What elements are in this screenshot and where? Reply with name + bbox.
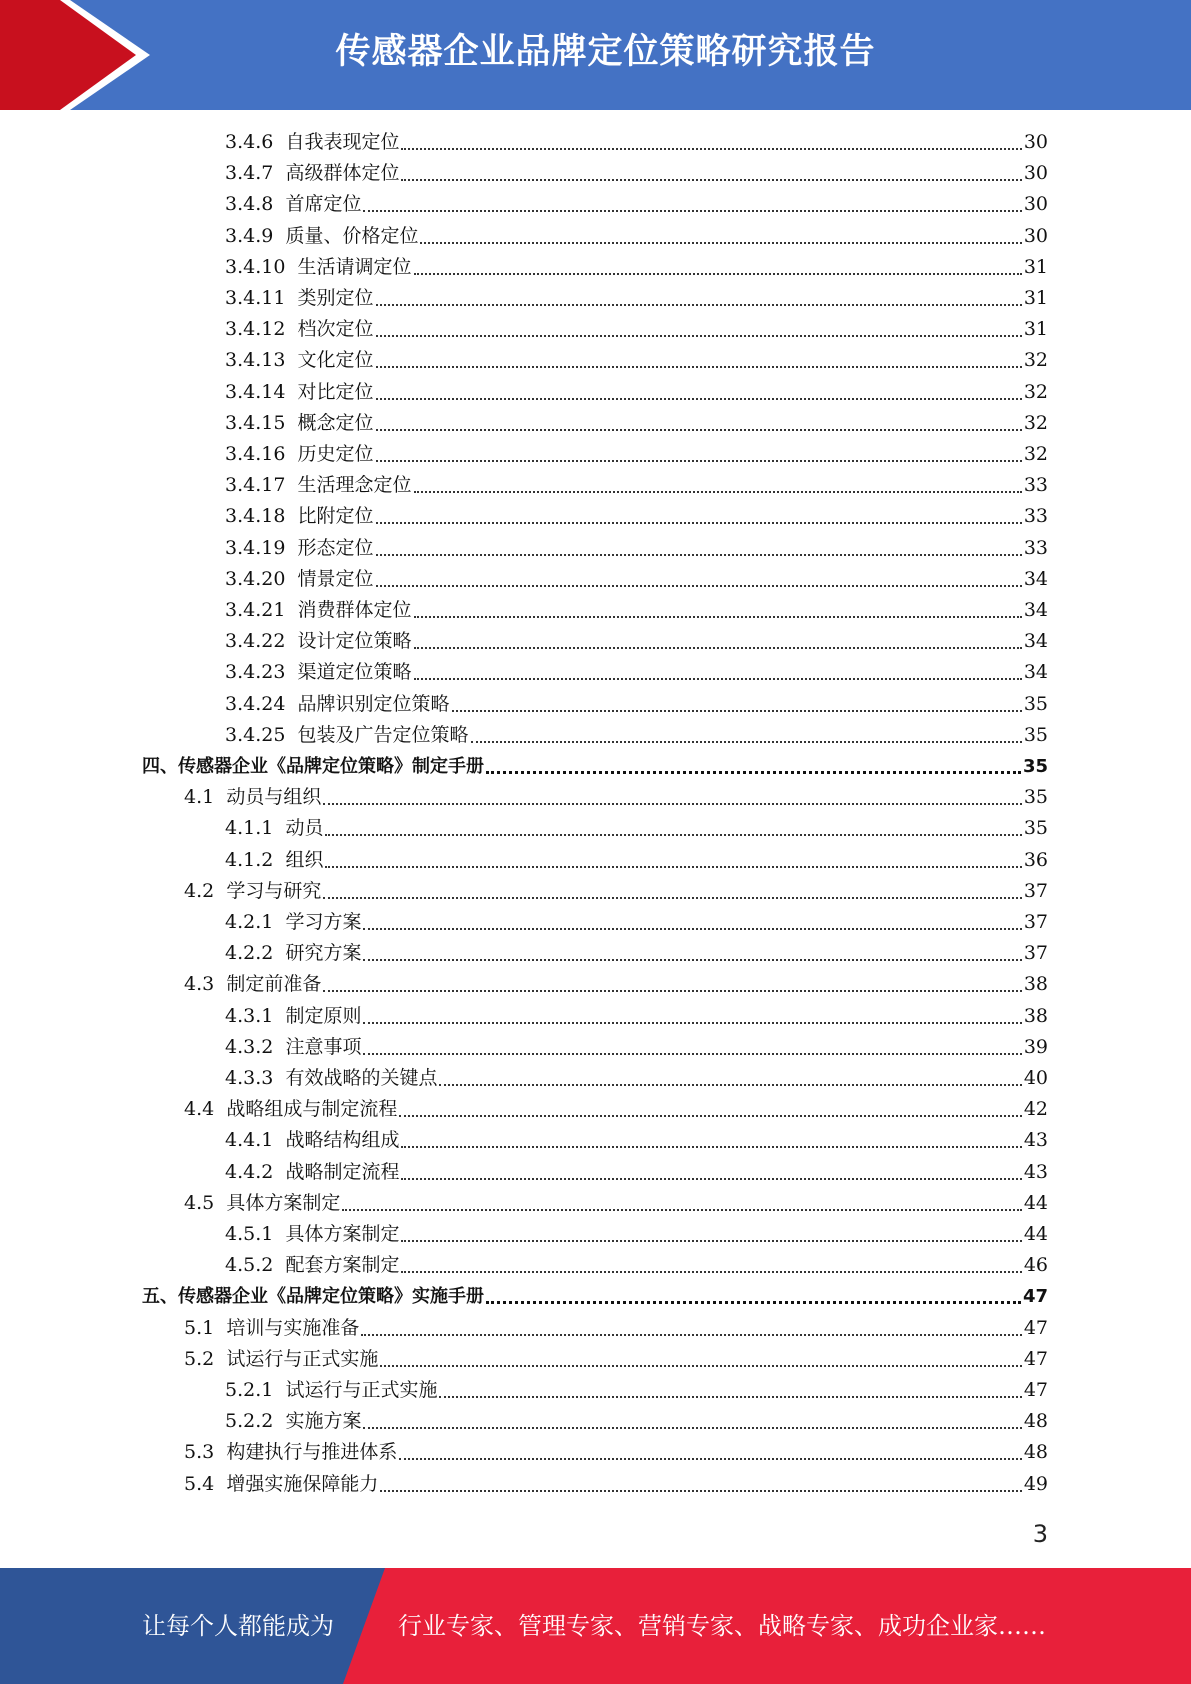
toc-entry-page: 48 [1023,1410,1048,1433]
toc-entry-page: 33 [1023,505,1048,528]
toc-entry[interactable] [225,345,1048,376]
toc-entry-title: 实施方案 [285,1410,362,1433]
toc-entry-title: 生活理念定位 [297,474,412,497]
toc-entry-page: 46 [1023,1254,1048,1277]
toc-entry[interactable] [225,377,1048,408]
toc-entry-number: 4.3.1 [225,1004,274,1027]
toc-entry-page: 35 [1023,692,1048,715]
toc-entry-number: 3.4.15 [225,411,286,434]
toc-dot-leader [486,1301,1021,1304]
toc-entry-gap [273,158,285,189]
toc-entry-number: 4.1.2 [225,848,274,871]
toc-entry-number: 3.4.21 [225,599,286,621]
toc-entry-title: 传感器企业《品牌定位策略》实施手册 [178,1286,484,1308]
toc-entry-gap [273,1001,285,1032]
toc-entry-gap [214,1344,226,1375]
toc-entry-number: 4.5.2 [225,1254,274,1277]
toc-entry-title: 有效战略的关键点 [285,1067,438,1089]
toc-entry-title: 增强实施保障能力 [226,1472,379,1495]
toc-entry-number: 5.4 [184,1472,215,1495]
toc-entry-gap [273,1219,285,1250]
toc-entry[interactable] [225,501,1048,532]
toc-entry[interactable] [225,221,1048,252]
toc-entry[interactable] [225,1219,1048,1250]
toc-entry[interactable] [225,1032,1048,1063]
toc-entry-number: 4.3 [184,973,215,996]
toc-entry-page: 47 [1023,1316,1048,1339]
toc-entry[interactable] [184,969,1048,1000]
toc-entry-title: 消费群体定位 [297,599,412,621]
toc-entry-gap [273,938,285,969]
toc-entry-page: 48 [1023,1441,1048,1464]
toc-entry-title: 动员与组织 [226,786,322,809]
toc-entry-gap [273,1157,285,1188]
toc-entry-gap [214,1437,226,1468]
toc-entry-title: 动员 [285,817,324,840]
toc-entry-title: 质量、价格定位 [285,224,419,247]
toc-entry-title: 研究方案 [285,942,362,965]
toc-entry-title: 渠道定位策略 [297,661,412,684]
toc-entry-number: 3.4.19 [225,536,286,559]
toc-entry-number: 3.4.9 [225,224,274,247]
toc-entry-page: 34 [1023,630,1048,653]
toc-entry-gap [273,907,285,938]
toc-dot-leader [401,1271,1021,1273]
toc-entry-gap [285,283,297,314]
toc-entry-number: 5.2.2 [225,1410,274,1433]
toc-entry-title: 试运行与正式实施 [285,1379,438,1401]
toc-entry[interactable] [225,626,1048,657]
toc-entry[interactable] [184,1469,1048,1500]
toc-dot-leader [363,210,1021,212]
toc-dot-leader [376,460,1022,462]
toc-entry-number: 4.4.1 [225,1129,274,1152]
toc-dot-leader [401,1146,1021,1148]
toc-entry-page: 31 [1023,287,1048,309]
toc-entry-page: 30 [1023,162,1048,185]
toc-entry-title: 具体方案制定 [285,1223,400,1245]
toc-entry-gap [285,470,297,501]
toc-dot-leader [399,1115,1021,1117]
toc-entry[interactable] [225,283,1048,314]
toc-entry-number: 3.4.16 [225,443,286,465]
toc-entry-title: 首席定位 [285,193,362,216]
toc-dot-leader [363,959,1021,961]
toc-entry-number: 4.4 [184,1098,215,1121]
toc-entry-gap [273,813,285,844]
toc-entry-page: 42 [1023,1098,1048,1121]
toc-dot-leader [439,1084,1021,1086]
toc-entry-page: 35 [1023,723,1048,746]
toc-entry-title: 设计定位策略 [297,630,412,653]
toc-entry-page: 35 [1022,756,1048,777]
toc-entry-number: 4.4.2 [225,1160,274,1183]
toc-entry[interactable] [184,1094,1048,1125]
toc-entry-number: 五、 [142,1286,178,1308]
toc-dot-leader [414,491,1022,493]
toc-entry[interactable] [225,470,1048,501]
toc-entry-page: 32 [1023,411,1048,434]
toc-entry[interactable] [225,1375,1048,1406]
toc-entry-gap [214,782,226,813]
toc-entry-title: 学习与研究 [226,879,322,902]
toc-entry-title: 高级群体定位 [285,162,400,185]
toc-entry-gap [285,626,297,657]
toc-entry-gap [285,689,297,720]
toc-entry-page: 49 [1023,1472,1048,1495]
toc-entry-title: 配套方案制定 [285,1254,400,1277]
toc-entry-title: 形态定位 [297,536,374,559]
toc-entry-number: 四、 [142,756,178,777]
toc-entry-page: 36 [1023,848,1048,871]
toc-entry-page: 38 [1023,973,1048,996]
toc-entry[interactable] [184,1313,1048,1344]
toc-entry-page: 47 [1023,1379,1048,1401]
toc-entry-number: 3.4.25 [225,723,286,746]
toc-entry-gap [214,876,226,907]
toc-dot-leader [401,1178,1021,1180]
toc-entry[interactable] [225,1063,1048,1094]
toc-dot-leader [376,398,1022,400]
toc-entry-gap [273,1032,285,1063]
toc-entry-title: 试运行与正式实施 [226,1347,379,1370]
page-footer [0,1568,1191,1684]
toc-entry[interactable] [225,1125,1048,1156]
toc-dot-leader [323,990,1021,992]
toc-dot-leader [342,1209,1021,1211]
toc-entry[interactable] [225,1250,1048,1281]
toc-entry-page: 32 [1023,380,1048,403]
toc-entry-page: 38 [1023,1004,1048,1027]
toc-entry-page: 34 [1023,567,1048,590]
toc-dot-leader [486,771,1021,774]
toc-entry[interactable] [184,1437,1048,1468]
toc-entry-page: 35 [1023,817,1048,840]
toc-entry-number: 3.4.7 [225,162,274,185]
toc-entry[interactable] [225,158,1048,189]
toc-entry-gap [285,345,297,376]
toc-dot-leader [376,554,1022,556]
toc-dot-leader [376,585,1022,587]
toc-entry[interactable] [225,938,1048,969]
toc-entry-gap [285,720,297,751]
toc-entry-number: 4.3.2 [225,1035,274,1058]
toc-entry-number: 3.4.10 [225,255,286,278]
toc-entry-number: 3.4.11 [225,287,286,309]
toc-entry-page: 44 [1023,1191,1048,1214]
toc-entry[interactable] [142,1281,1048,1312]
toc-entry-gap [273,221,285,252]
toc-dot-leader [376,366,1022,368]
toc-entry-number: 5.2.1 [225,1379,274,1401]
toc-entry-number: 4.2.1 [225,911,274,933]
toc-entry-page: 31 [1023,255,1048,278]
toc-entry-title: 自我表现定位 [285,131,400,153]
toc-entry-gap [285,408,297,439]
toc-entry-number: 4.1 [184,786,215,809]
toc-entry-title: 战略组成与制定流程 [226,1098,398,1121]
toc-entry-number: 5.1 [184,1316,215,1339]
toc-entry-gap [214,969,226,1000]
footer-slogan-right: 行业专家、管理专家、营销专家、战略专家、成功企业家…… [398,1612,1046,1640]
toc-entry-gap [273,1406,285,1437]
toc-dot-leader [439,1396,1021,1398]
toc-entry-gap [214,1094,226,1125]
toc-entry-title: 情景定位 [297,567,374,590]
toc-entry-number: 4.5.1 [225,1223,274,1245]
toc-dot-leader [325,834,1021,836]
toc-dot-leader [323,803,1021,805]
toc-dot-leader [363,1022,1021,1024]
toc-dot-leader [363,1053,1021,1055]
toc-entry-title: 具体方案制定 [226,1191,341,1214]
toc-entry-page: 34 [1023,661,1048,684]
toc-entry-number: 4.2.2 [225,942,274,965]
toc-entry-title: 文化定位 [297,349,374,372]
toc-entry-gap [214,1313,226,1344]
toc-entry[interactable] [225,595,1048,626]
toc-entry-number: 3.4.17 [225,474,286,497]
toc-entry-page: 37 [1023,879,1048,902]
toc-entry-title: 组织 [285,848,324,871]
toc-dot-leader [376,429,1022,431]
toc-dot-leader [323,897,1021,899]
toc-entry-gap [214,1469,226,1500]
toc-entry-gap [273,1250,285,1281]
toc-entry-page: 32 [1023,443,1048,465]
toc-entry-gap [285,377,297,408]
toc-entry-gap [273,845,285,876]
toc-entry[interactable] [184,1188,1048,1219]
toc-entry[interactable] [184,782,1048,813]
toc-entry-gap [273,127,285,158]
toc-entry-gap [214,1188,226,1219]
toc-entry-title: 类别定位 [297,287,374,309]
toc-entry-number: 3.4.22 [225,630,286,653]
toc-entry-number: 3.4.18 [225,505,286,528]
toc-entry-title: 比附定位 [297,505,374,528]
toc-dot-leader [414,678,1022,680]
toc-entry-title: 制定前准备 [226,973,322,996]
toc-dot-leader [414,616,1022,618]
toc-entry-page: 40 [1023,1067,1048,1089]
toc-dot-leader [325,866,1021,868]
toc-dot-leader [452,710,1022,712]
toc-entry[interactable] [225,907,1048,938]
toc-entry[interactable] [225,252,1048,283]
toc-entry-number: 5.3 [184,1441,215,1464]
toc-entry[interactable] [225,1406,1048,1437]
toc-entry-page: 43 [1023,1160,1048,1183]
toc-entry-number: 3.4.23 [225,661,286,684]
toc-entry-number: 3.4.14 [225,380,286,403]
toc-entry[interactable] [184,1344,1048,1375]
toc-entry-page: 30 [1023,131,1048,153]
toc-entry-number: 4.1.1 [225,817,274,840]
toc-entry-page: 43 [1023,1129,1048,1152]
toc-dot-leader [401,1240,1021,1242]
toc-dot-leader [363,928,1021,930]
toc-entry-gap [273,1125,285,1156]
toc-dot-leader [399,1458,1021,1460]
toc-entry[interactable] [225,533,1048,564]
toc-dot-leader [414,647,1022,649]
toc-entry[interactable] [184,876,1048,907]
toc-entry[interactable] [225,408,1048,439]
toc-entry-title: 包装及广告定位策略 [297,723,469,746]
toc-entry-page: 37 [1023,942,1048,965]
toc-entry-title: 概念定位 [297,411,374,434]
toc-entry-title: 生活请调定位 [297,255,412,278]
toc-entry-title: 品牌识别定位策略 [297,692,450,715]
toc-entry-gap [285,657,297,688]
toc-entry-page: 35 [1023,786,1048,809]
toc-dot-leader [380,1365,1021,1367]
toc-dot-leader [471,741,1022,743]
toc-entry-number: 4.3.3 [225,1067,274,1089]
toc-entry-page: 37 [1023,911,1048,933]
toc-entry[interactable] [225,189,1048,220]
toc-entry-number: 3.4.13 [225,349,286,372]
toc-entry[interactable] [225,314,1048,345]
toc-entry-gap [285,439,297,470]
toc-entry-title: 培训与实施准备 [226,1316,360,1339]
toc-entry-page: 33 [1023,474,1048,497]
toc-entry-page: 39 [1023,1035,1048,1058]
toc-entry-title: 历史定位 [297,443,374,465]
toc-entry[interactable] [225,1001,1048,1032]
toc-entry-page: 44 [1023,1223,1048,1245]
toc-entry-gap [273,1375,285,1406]
toc-entry-gap [285,564,297,595]
toc-entry-gap [273,189,285,220]
toc-entry-number: 4.2 [184,879,215,902]
toc-dot-leader [401,179,1021,181]
toc-entry-title: 学习方案 [285,911,362,933]
toc-entry-title: 制定原则 [285,1004,362,1027]
toc-entry[interactable] [225,813,1048,844]
toc-entry-page: 47 [1023,1347,1048,1370]
toc-entry-title: 档次定位 [297,318,374,341]
toc-entry-title: 战略结构组成 [285,1129,400,1152]
toc-dot-leader [401,148,1021,150]
toc-dot-leader [376,335,1022,337]
toc-entry-title: 构建执行与推进体系 [226,1441,398,1464]
toc-entry-page: 33 [1023,536,1048,559]
footer-slogan-left: 让每个人都能成为 [142,1612,334,1640]
report-title: 传感器企业品牌定位策略研究报告 [335,32,876,72]
toc-entry[interactable] [225,127,1048,158]
toc-entry-gap [285,252,297,283]
toc-entry-number: 3.4.20 [225,567,286,590]
toc-entry[interactable] [225,845,1048,876]
toc-entry-number: 3.4.24 [225,692,286,715]
toc-dot-leader [380,1490,1021,1492]
toc-entry-number: 4.5 [184,1191,215,1214]
toc-entry-title: 传感器企业《品牌定位策略》制定手册 [178,756,484,777]
toc-dot-leader [361,1334,1021,1336]
toc-entry-page: 30 [1023,193,1048,216]
toc-entry-page: 32 [1023,349,1048,372]
toc-entry-page: 30 [1023,224,1048,247]
toc-entry-gap [273,1063,285,1094]
toc-entry-gap [285,501,297,532]
toc-entry-gap [285,314,297,345]
page-number: 3 [1032,1520,1048,1548]
toc-dot-leader [376,522,1022,524]
toc-entry[interactable] [142,751,1048,782]
toc-entry-page: 31 [1023,318,1048,341]
toc-entry[interactable] [225,1157,1048,1188]
toc-entry[interactable] [225,657,1048,688]
toc-dot-leader [414,273,1022,275]
toc-entry-number: 3.4.12 [225,318,286,341]
toc-entry[interactable] [225,720,1048,751]
toc-entry-gap [285,533,297,564]
toc-dot-leader [376,304,1022,306]
toc-dot-leader [420,242,1021,244]
toc-dot-leader [363,1427,1021,1429]
toc-entry-number: 3.4.8 [225,193,274,216]
toc-entry[interactable] [225,689,1048,720]
toc-entry[interactable] [225,564,1048,595]
toc-entry-title: 战略制定流程 [285,1160,400,1183]
toc-entry-page: 34 [1023,599,1048,621]
page-header [0,0,1191,110]
toc-entry-page: 47 [1022,1286,1048,1308]
toc-entry-number: 3.4.6 [225,131,274,153]
toc-entry-gap [285,595,297,626]
toc-entry-number: 5.2 [184,1347,215,1370]
toc-entry-title: 对比定位 [297,380,374,403]
toc-entry-title: 注意事项 [285,1035,362,1058]
toc-entry[interactable] [225,439,1048,470]
